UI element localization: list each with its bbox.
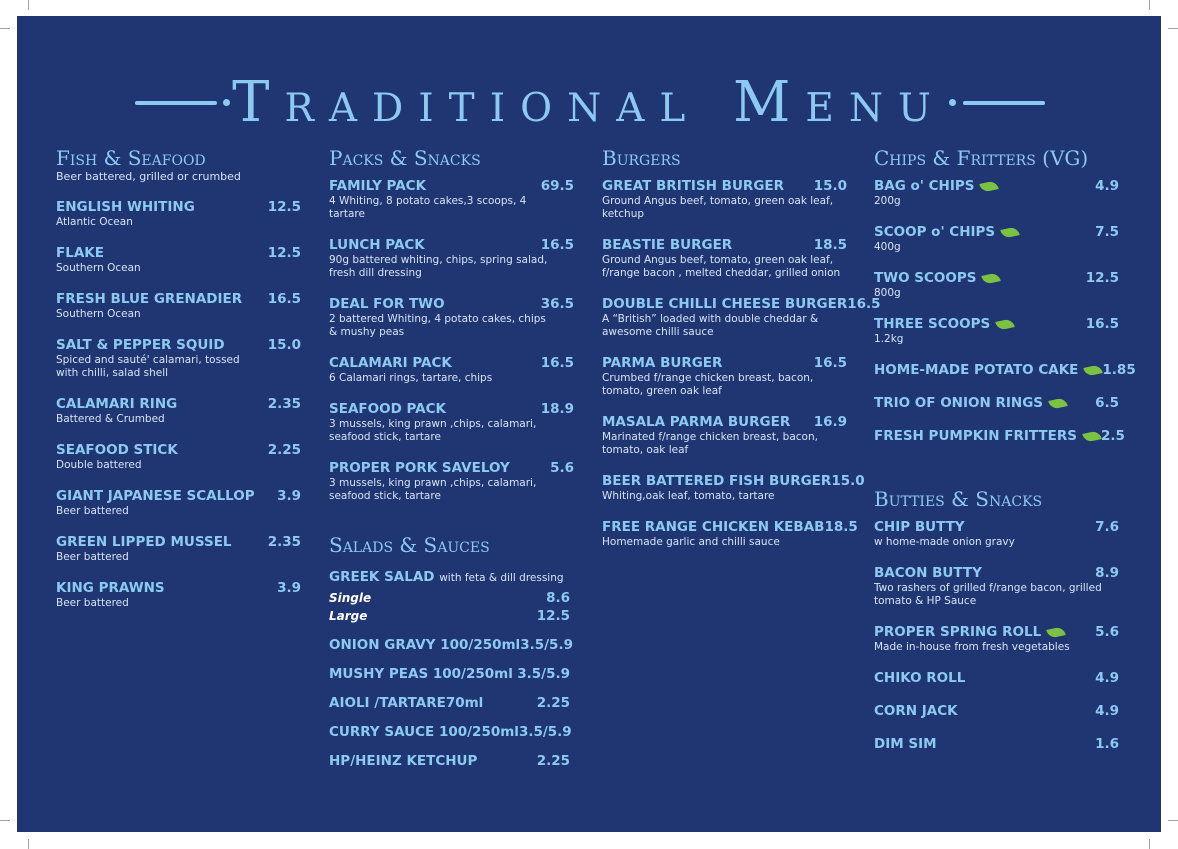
item-name bbox=[874, 736, 937, 753]
item-price: 1.6 bbox=[1095, 736, 1119, 752]
item-price: 12.5 bbox=[1085, 270, 1119, 286]
item-name-text: PROPER PORK SAVELOY bbox=[329, 460, 510, 476]
menu-item bbox=[874, 270, 1119, 300]
burgers-item-list bbox=[602, 178, 881, 549]
crop-mark bbox=[0, 820, 10, 821]
item-name-text: HOME-MADE POTATO CAKE bbox=[874, 362, 1079, 378]
item-name bbox=[874, 270, 1000, 287]
item-name bbox=[329, 666, 513, 683]
item-price: 16.5 bbox=[1085, 316, 1119, 332]
item-price: 3.5/5.9 bbox=[517, 666, 570, 682]
item-name-text: DEAL FOR TWO bbox=[329, 296, 445, 312]
item-description: 3 mussels, king prawn ,chips, calamari, seafood stick, tartare bbox=[329, 477, 537, 502]
menu-item bbox=[602, 473, 865, 503]
menu-item-row bbox=[874, 316, 1119, 333]
menu-item bbox=[329, 296, 574, 339]
menu-item bbox=[874, 624, 1119, 654]
leaf-icon bbox=[1048, 397, 1067, 410]
greek-salad-single-price: 8.6 bbox=[546, 590, 570, 606]
chips-butties-column bbox=[874, 146, 1136, 753]
item-price: 2.35 bbox=[267, 534, 301, 550]
item-name-text: MUSHY PEAS 100/250ml bbox=[329, 666, 513, 682]
item-price: 2.25 bbox=[267, 442, 301, 458]
menu-item-row bbox=[602, 473, 865, 490]
menu-item-row bbox=[602, 519, 858, 536]
item-name-text: ONION GRAVY 100/250ml bbox=[329, 637, 521, 653]
item-price: 16.5 bbox=[540, 355, 574, 371]
item-description: Atlantic Ocean bbox=[56, 216, 133, 228]
menu-item bbox=[329, 666, 574, 683]
item-price: 12.5 bbox=[267, 199, 301, 215]
item-name bbox=[329, 569, 574, 587]
menu-item bbox=[56, 442, 301, 472]
item-price: 16.5 bbox=[540, 237, 574, 253]
item-price: 2.35 bbox=[267, 396, 301, 412]
title-banner bbox=[17, 68, 1161, 138]
item-name-text: CURRY SAUCE 100/250ml bbox=[329, 724, 519, 740]
item-description: 2 battered Whiting, 4 potato cakes, chips & mushy peas bbox=[329, 313, 546, 338]
item-name-text: BEASTIE BURGER bbox=[602, 237, 733, 253]
item-price: 4.9 bbox=[1095, 670, 1119, 686]
section-title-chips: Chips & Fritters (VG) bbox=[874, 146, 1089, 170]
item-name-text: HP/HEINZ KETCHUP bbox=[329, 753, 478, 769]
item-name bbox=[874, 428, 1101, 445]
item-name bbox=[602, 178, 784, 195]
item-price: 16.9 bbox=[813, 414, 847, 430]
item-name-text: DOUBLE CHILLI CHEESE BURGER bbox=[602, 296, 848, 312]
item-price: 1.85 bbox=[1102, 362, 1136, 378]
menu-item-row bbox=[874, 736, 1119, 753]
item-name bbox=[56, 199, 195, 216]
greek-salad-note: with feta & dill dressing bbox=[439, 572, 564, 584]
leaf-icon bbox=[1082, 430, 1101, 443]
menu-item-row bbox=[56, 337, 301, 354]
item-name bbox=[329, 753, 477, 770]
greek-salad-large-row bbox=[329, 607, 574, 625]
item-name bbox=[56, 337, 225, 354]
item-description: Beer battered bbox=[56, 505, 129, 517]
menu-item-row bbox=[874, 428, 1125, 445]
item-description: 90g battered whiting, chips, spring salad, fresh dill dressing bbox=[329, 254, 548, 279]
item-name bbox=[602, 355, 722, 372]
item-price: 7.6 bbox=[1095, 519, 1119, 535]
item-description: Made in-house from fresh vegetables bbox=[874, 641, 1070, 653]
menu-item-row bbox=[56, 245, 301, 262]
item-price: 3.9 bbox=[277, 580, 301, 596]
item-description: Homemade garlic and chilli sauce bbox=[602, 536, 780, 548]
menu-item bbox=[329, 237, 574, 280]
item-price: 3.9 bbox=[277, 488, 301, 504]
item-name-text: FLAKE bbox=[56, 245, 104, 261]
item-name bbox=[329, 401, 446, 418]
greek-salad-item bbox=[329, 569, 574, 625]
item-price: 15.0 bbox=[267, 337, 301, 353]
crop-mark bbox=[1149, 839, 1150, 849]
item-name bbox=[56, 488, 255, 505]
menu-item-row bbox=[874, 670, 1119, 687]
item-name bbox=[874, 565, 982, 582]
menu-item bbox=[56, 396, 301, 426]
item-price: 18.5 bbox=[824, 519, 858, 535]
menu-item-row bbox=[874, 270, 1119, 287]
item-name bbox=[874, 703, 958, 720]
item-price: 16.5 bbox=[847, 296, 881, 312]
item-name-text: FAMILY PACK bbox=[329, 178, 427, 194]
greek-salad-name: GREEK SALAD bbox=[329, 569, 435, 585]
menu-item-row bbox=[329, 695, 574, 712]
menu-item-row bbox=[874, 362, 1136, 379]
menu-item bbox=[56, 580, 301, 610]
item-price: 36.5 bbox=[540, 296, 574, 312]
item-name bbox=[329, 296, 445, 313]
item-description: Southern Ocean bbox=[56, 262, 141, 274]
menu-item-row bbox=[56, 291, 301, 308]
item-name bbox=[874, 395, 1067, 412]
menu-item bbox=[602, 296, 881, 339]
item-description: A “British” loaded with double cheddar & awesome chilli sauce bbox=[602, 313, 819, 338]
item-price: 5.6 bbox=[550, 460, 574, 476]
item-name-text: BAG o' CHIPS bbox=[874, 178, 975, 194]
item-name-text: AIOLI /TARTARE70ml bbox=[329, 695, 484, 711]
menu-item bbox=[602, 355, 847, 398]
item-name-text: LUNCH PACK bbox=[329, 237, 425, 253]
menu-item bbox=[329, 460, 574, 503]
item-name bbox=[329, 355, 452, 372]
menu-item bbox=[874, 736, 1119, 753]
item-name-text: CHIKO ROLL bbox=[874, 670, 966, 686]
item-name bbox=[56, 580, 165, 597]
item-name bbox=[329, 460, 510, 477]
item-name-text: BACON BUTTY bbox=[874, 565, 982, 581]
greek-salad-large-label: Large bbox=[329, 609, 368, 623]
section-title-fish: Fish & Seafood bbox=[56, 146, 206, 170]
menu-item-row bbox=[602, 355, 847, 372]
menu-item-row bbox=[602, 237, 847, 254]
packs-item-list bbox=[329, 178, 574, 503]
item-name-text: FRESH PUMPKIN FRITTERS bbox=[874, 428, 1077, 444]
greek-salad-large-price: 12.5 bbox=[536, 608, 570, 624]
menu-item bbox=[56, 291, 301, 321]
item-price: 6.5 bbox=[1095, 395, 1119, 411]
menu-item bbox=[329, 355, 574, 385]
item-price: 69.5 bbox=[540, 178, 574, 194]
item-name-text: FREE RANGE CHICKEN KEBAB bbox=[602, 519, 825, 535]
item-name bbox=[602, 237, 732, 254]
item-name bbox=[56, 291, 242, 308]
menu-item bbox=[56, 337, 301, 380]
sauces-item-list bbox=[329, 637, 574, 770]
menu-item-row bbox=[329, 355, 574, 372]
item-description: Southern Ocean bbox=[56, 308, 141, 320]
item-price: 7.5 bbox=[1095, 224, 1119, 240]
menu-item bbox=[56, 488, 301, 518]
greek-salad-single-row bbox=[329, 589, 574, 607]
item-price: 12.5 bbox=[267, 245, 301, 261]
fish-item-list bbox=[56, 199, 301, 610]
title-flourish-right bbox=[963, 101, 1045, 105]
item-name-text: GIANT JAPANESE SCALLOP bbox=[56, 488, 255, 504]
crop-mark bbox=[1149, 0, 1150, 10]
menu-item bbox=[874, 519, 1119, 549]
item-name bbox=[56, 442, 178, 459]
butties-item-list bbox=[874, 519, 1119, 753]
menu-item bbox=[56, 245, 301, 275]
menu-item-row bbox=[602, 414, 847, 431]
item-price: 4.9 bbox=[1095, 703, 1119, 719]
menu-item-row bbox=[874, 565, 1119, 582]
item-name bbox=[602, 519, 824, 536]
item-name-text: ENGLISH WHITING bbox=[56, 199, 195, 215]
item-name-text: MASALA PARMA BURGER bbox=[602, 414, 791, 430]
crop-mark bbox=[28, 839, 29, 849]
item-name-text: PROPER SPRING ROLL bbox=[874, 624, 1042, 640]
item-name-text: SCOOP o' CHIPS bbox=[874, 224, 996, 240]
menu-item bbox=[874, 316, 1119, 346]
item-price: 18.5 bbox=[813, 237, 847, 253]
item-name-text: CALAMARI RING bbox=[56, 396, 178, 412]
menu-item bbox=[329, 637, 574, 654]
menu-item-row bbox=[329, 666, 574, 683]
leaf-icon bbox=[982, 272, 1001, 285]
item-name bbox=[329, 637, 520, 654]
menu-item bbox=[329, 401, 574, 444]
menu-item-row bbox=[329, 296, 574, 313]
item-name-text: CHIP BUTTY bbox=[874, 519, 965, 535]
menu-item bbox=[329, 724, 574, 741]
menu-item-row bbox=[329, 178, 574, 195]
item-description: Double battered bbox=[56, 459, 142, 471]
item-name-text: FRESH BLUE GRENADIER bbox=[56, 291, 243, 307]
menu-item-row bbox=[329, 724, 574, 741]
menu-item-row bbox=[602, 296, 881, 313]
item-price: 15.0 bbox=[831, 473, 865, 489]
item-price: 18.9 bbox=[540, 401, 574, 417]
item-description: Beer battered bbox=[56, 597, 129, 609]
menu-item-row bbox=[602, 178, 847, 195]
item-name-text: TWO SCOOPS bbox=[874, 270, 977, 286]
menu-item bbox=[602, 519, 858, 549]
leaf-icon bbox=[1000, 226, 1019, 239]
item-name bbox=[329, 695, 483, 712]
fish-seafood-column bbox=[56, 146, 301, 610]
menu-item-row bbox=[874, 395, 1119, 412]
menu-item-row bbox=[329, 237, 574, 254]
item-price: 5.6 bbox=[1095, 624, 1119, 640]
crop-mark bbox=[0, 28, 10, 29]
item-name bbox=[874, 316, 1014, 333]
item-description: 4 Whiting, 8 potato cakes,3 scoops, 4 tartare bbox=[329, 195, 527, 220]
item-name bbox=[602, 473, 831, 490]
menu-item-row bbox=[874, 519, 1119, 536]
item-name bbox=[874, 224, 1019, 241]
leaf-icon bbox=[1046, 626, 1065, 639]
menu-item bbox=[329, 753, 574, 770]
menu-item-row bbox=[56, 534, 301, 551]
item-name-text: CALAMARI PACK bbox=[329, 355, 452, 371]
title-dot-right bbox=[949, 99, 956, 106]
item-description: 400g bbox=[874, 241, 901, 253]
menu-item-row bbox=[56, 580, 301, 597]
item-name-text: GREAT BRITISH BURGER bbox=[602, 178, 785, 194]
item-price: 2.25 bbox=[536, 695, 570, 711]
menu-item bbox=[56, 199, 301, 229]
page-title: Traditional Menu bbox=[232, 70, 946, 135]
item-description: Two rashers of grilled f/range bacon, grilled tomato & HP Sauce bbox=[874, 582, 1102, 607]
item-name-text: DIM SIM bbox=[874, 736, 937, 752]
item-description: 1.2kg bbox=[874, 333, 904, 345]
burgers-column bbox=[602, 146, 881, 549]
menu-item bbox=[874, 703, 1119, 720]
menu-item bbox=[602, 414, 847, 457]
item-description: Ground Angus beef, tomato, green oak leaf, ketchup bbox=[602, 195, 834, 220]
menu-item bbox=[874, 428, 1125, 445]
menu-item bbox=[874, 565, 1119, 608]
item-name bbox=[602, 414, 790, 431]
menu-item-row bbox=[56, 199, 301, 216]
crop-mark bbox=[1168, 28, 1178, 29]
item-description: Beer battered bbox=[56, 551, 129, 563]
item-name-text: KING PRAWNS bbox=[56, 580, 165, 596]
crop-mark bbox=[28, 0, 29, 10]
menu-item-row bbox=[329, 753, 574, 770]
menu-item-row bbox=[56, 488, 301, 505]
item-price: 4.9 bbox=[1095, 178, 1119, 194]
menu-item bbox=[602, 237, 847, 280]
section-title-packs: Packs & Snacks bbox=[329, 146, 481, 170]
item-description: Ground Angus beef, tomato, green oak leaf, f/range bacon , melted cheddar, grilled onion bbox=[602, 254, 841, 279]
menu-item-row bbox=[874, 224, 1119, 241]
crop-mark bbox=[1168, 820, 1178, 821]
item-name-text: TRIO OF ONION RINGS bbox=[874, 395, 1043, 411]
item-description: 200g bbox=[874, 195, 901, 207]
item-name-text: BEER BATTERED FISH BURGER bbox=[602, 473, 832, 489]
item-price: 15.0 bbox=[813, 178, 847, 194]
menu-item-row bbox=[874, 178, 1119, 195]
item-price: 8.9 bbox=[1095, 565, 1119, 581]
menu-item-row bbox=[874, 703, 1119, 720]
item-price: 16.5 bbox=[813, 355, 847, 371]
item-name bbox=[874, 624, 1065, 641]
menu-item-row bbox=[329, 460, 574, 477]
menu-item bbox=[602, 178, 847, 221]
menu-item-row bbox=[56, 442, 301, 459]
item-price: 3.5/5.9 bbox=[520, 637, 573, 653]
item-description: Marinated f/range chicken breast, bacon, tomato, oak leaf bbox=[602, 431, 818, 456]
menu-item bbox=[874, 395, 1119, 412]
menu-panel bbox=[17, 16, 1161, 832]
item-name bbox=[874, 519, 965, 536]
section-title-burgers: Burgers bbox=[602, 146, 681, 170]
menu-item bbox=[874, 362, 1136, 379]
menu-item bbox=[329, 695, 574, 712]
section-title-salads: Salads & Sauces bbox=[329, 533, 490, 557]
item-name-text: SEAFOOD STICK bbox=[56, 442, 178, 458]
leaf-icon bbox=[980, 180, 999, 193]
leaf-icon bbox=[1084, 364, 1103, 377]
item-name bbox=[329, 237, 425, 254]
item-name-text: SEAFOOD PACK bbox=[329, 401, 446, 417]
menu-item-row bbox=[329, 637, 574, 654]
section-subtitle-fish: Beer battered, grilled or crumbed bbox=[56, 170, 241, 183]
item-price: 16.5 bbox=[267, 291, 301, 307]
packs-salads-column bbox=[329, 146, 574, 770]
menu-item bbox=[874, 224, 1119, 254]
item-name bbox=[56, 534, 232, 551]
item-description: 800g bbox=[874, 287, 901, 299]
item-name-text: THREE SCOOPS bbox=[874, 316, 991, 332]
menu-item bbox=[329, 178, 574, 221]
menu-item-row bbox=[874, 624, 1119, 641]
menu-item-row bbox=[56, 396, 301, 413]
item-name bbox=[874, 362, 1102, 379]
leaf-icon bbox=[996, 318, 1015, 331]
item-description: Crumbed f/range chicken breast, bacon, tomato, green oak leaf bbox=[602, 372, 814, 397]
item-price: 3.5/5.9 bbox=[518, 724, 572, 740]
item-name-text: CORN JACK bbox=[874, 703, 958, 719]
item-name bbox=[329, 724, 519, 741]
item-price: 2.25 bbox=[536, 753, 570, 769]
item-description: 6 Calamari rings, tartare, chips bbox=[329, 372, 493, 384]
item-description: Whiting,oak leaf, tomato, tartare bbox=[602, 490, 775, 502]
item-name bbox=[56, 245, 104, 262]
item-description: Spiced and sauté' calamari, tossed with chilli, salad shell bbox=[56, 354, 240, 379]
item-name bbox=[874, 670, 965, 687]
item-name-text: SALT & PEPPER SQUID bbox=[56, 337, 225, 353]
greek-salad-single-label: Single bbox=[329, 591, 372, 605]
item-description: w home-made onion gravy bbox=[874, 536, 1015, 548]
item-description: Battered & Crumbed bbox=[56, 413, 165, 425]
menu-item bbox=[874, 178, 1119, 208]
item-name bbox=[874, 178, 998, 195]
item-name bbox=[56, 396, 177, 413]
item-name-text: PARMA BURGER bbox=[602, 355, 723, 371]
menu-item-row bbox=[329, 401, 574, 418]
chips-item-list bbox=[874, 178, 1136, 445]
menu-item bbox=[56, 534, 301, 564]
item-name bbox=[329, 178, 426, 195]
item-price: 2.5 bbox=[1100, 428, 1125, 444]
item-description: 3 mussels, king prawn ,chips, calamari, seafood stick, tartare bbox=[329, 418, 537, 443]
section-title-butties: Butties & Snacks bbox=[874, 487, 1043, 511]
item-name bbox=[602, 296, 847, 313]
item-name-text: GREEN LIPPED MUSSEL bbox=[56, 534, 232, 550]
menu-item bbox=[874, 670, 1119, 687]
